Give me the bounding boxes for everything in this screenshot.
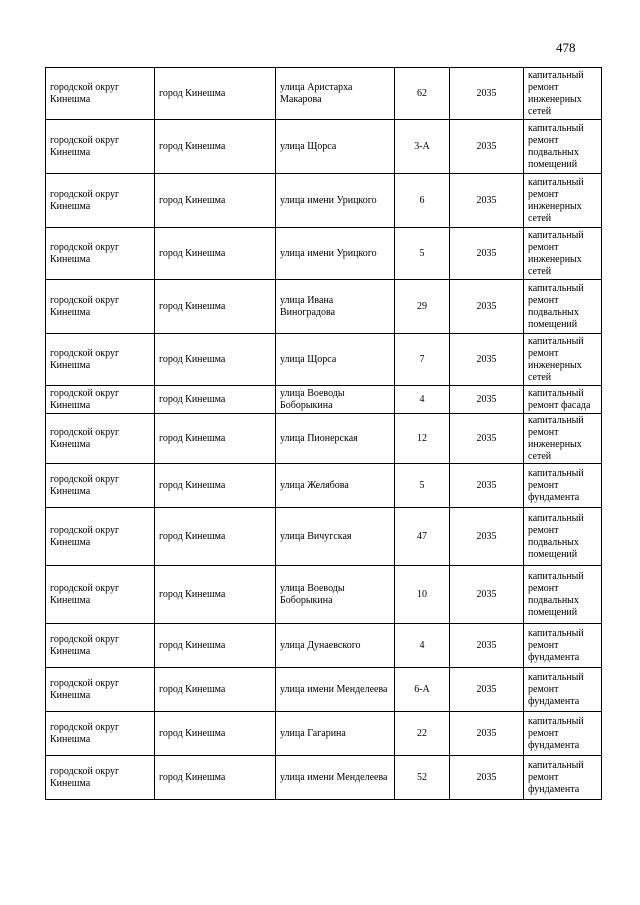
work-type-cell: капитальный ремонт подвальных помещений xyxy=(524,280,602,334)
settlement-cell: город Кинешма xyxy=(155,566,276,624)
table-row xyxy=(46,624,602,668)
work-type-cell: капитальный ремонт фундамента xyxy=(524,668,602,712)
municipality-cell: городской округ Кинешма xyxy=(46,414,155,464)
work-type-cell: капитальный ремонт инженерных сетей xyxy=(524,414,602,464)
page-number: 478 xyxy=(556,40,576,55)
work-type-cell: капитальный ремонт подвальных помещений xyxy=(524,566,602,624)
work-type-cell: капитальный ремонт инженерных сетей xyxy=(524,334,602,386)
house-number-cell: 52 xyxy=(395,756,450,800)
settlement-cell: город Кинешма xyxy=(155,228,276,280)
street-cell: улица Ивана Виноградова xyxy=(276,280,395,334)
year-cell: 2035 xyxy=(450,228,524,280)
municipality-cell: городской округ Кинешма xyxy=(46,756,155,800)
municipality-cell: городской округ Кинешма xyxy=(46,68,155,120)
settlement-cell: город Кинешма xyxy=(155,756,276,800)
street-cell: улица Щорса xyxy=(276,334,395,386)
settlement-cell: город Кинешма xyxy=(155,624,276,668)
municipality-cell: городской округ Кинешма xyxy=(46,334,155,386)
work-type-cell: капитальный ремонт фундамента xyxy=(524,756,602,800)
table-row xyxy=(46,668,602,712)
street-cell: улица Воеводы Боборыкина xyxy=(276,386,395,414)
table-row xyxy=(46,228,602,280)
house-number-cell: 12 xyxy=(395,414,450,464)
municipality-cell: городской округ Кинешма xyxy=(46,712,155,756)
municipality-cell: городской округ Кинешма xyxy=(46,624,155,668)
municipality-cell: городской округ Кинешма xyxy=(46,464,155,508)
house-number-cell: 6-А xyxy=(395,668,450,712)
street-cell: улица имени Менделеева xyxy=(276,668,395,712)
table-body xyxy=(46,68,602,800)
municipality-cell: городской округ Кинешма xyxy=(46,228,155,280)
house-number-cell: 4 xyxy=(395,386,450,414)
table-row xyxy=(46,414,602,464)
table-row xyxy=(46,68,602,120)
table-row xyxy=(46,566,602,624)
house-number-cell: 5 xyxy=(395,228,450,280)
work-type-cell: капитальный ремонт подвальных помещений xyxy=(524,508,602,566)
settlement-cell: город Кинешма xyxy=(155,68,276,120)
table-row xyxy=(46,712,602,756)
settlement-cell: город Кинешма xyxy=(155,386,276,414)
settlement-cell: город Кинешма xyxy=(155,280,276,334)
street-cell: улица Воеводы Боборыкина xyxy=(276,566,395,624)
municipality-cell: городской округ Кинешма xyxy=(46,120,155,174)
street-cell: улица Вичугская xyxy=(276,508,395,566)
table-row xyxy=(46,174,602,228)
year-cell: 2035 xyxy=(450,668,524,712)
year-cell: 2035 xyxy=(450,624,524,668)
year-cell: 2035 xyxy=(450,174,524,228)
municipality-cell: городской округ Кинешма xyxy=(46,566,155,624)
table-row xyxy=(46,280,602,334)
table-row xyxy=(46,464,602,508)
table-row xyxy=(46,756,602,800)
settlement-cell: город Кинешма xyxy=(155,508,276,566)
municipality-cell: городской округ Кинешма xyxy=(46,668,155,712)
year-cell: 2035 xyxy=(450,386,524,414)
table-row xyxy=(46,386,602,414)
street-cell: улица Аристарха Макарова xyxy=(276,68,395,120)
house-number-cell: 22 xyxy=(395,712,450,756)
house-number-cell: 4 xyxy=(395,624,450,668)
work-type-cell: капитальный ремонт фасада xyxy=(524,386,602,414)
municipality-cell: городской округ Кинешма xyxy=(46,174,155,228)
work-type-cell: капитальный ремонт инженерных сетей xyxy=(524,68,602,120)
street-cell: улица Гагарина xyxy=(276,712,395,756)
settlement-cell: город Кинешма xyxy=(155,120,276,174)
settlement-cell: город Кинешма xyxy=(155,668,276,712)
municipality-cell: городской округ Кинешма xyxy=(46,508,155,566)
table-row xyxy=(46,120,602,174)
settlement-cell: город Кинешма xyxy=(155,464,276,508)
year-cell: 2035 xyxy=(450,712,524,756)
table-row xyxy=(46,334,602,386)
house-number-cell: 6 xyxy=(395,174,450,228)
municipality-cell: городской округ Кинешма xyxy=(46,280,155,334)
house-number-cell: 3-А xyxy=(395,120,450,174)
year-cell: 2035 xyxy=(450,508,524,566)
work-type-cell: капитальный ремонт подвальных помещений xyxy=(524,120,602,174)
work-type-cell: капитальный ремонт фундамента xyxy=(524,712,602,756)
work-type-cell: капитальный ремонт инженерных сетей xyxy=(524,174,602,228)
municipality-cell: городской округ Кинешма xyxy=(46,386,155,414)
house-number-cell: 62 xyxy=(395,68,450,120)
settlement-cell: город Кинешма xyxy=(155,174,276,228)
year-cell: 2035 xyxy=(450,566,524,624)
work-type-cell: капитальный ремонт фундамента xyxy=(524,624,602,668)
year-cell: 2035 xyxy=(450,756,524,800)
street-cell: улица Желябова xyxy=(276,464,395,508)
street-cell: улица Пионерская xyxy=(276,414,395,464)
house-number-cell: 7 xyxy=(395,334,450,386)
work-type-cell: капитальный ремонт инженерных сетей xyxy=(524,228,602,280)
street-cell: улица имени Урицкого xyxy=(276,228,395,280)
street-cell: улица имени Урицкого xyxy=(276,174,395,228)
house-number-cell: 10 xyxy=(395,566,450,624)
year-cell: 2035 xyxy=(450,334,524,386)
settlement-cell: город Кинешма xyxy=(155,712,276,756)
year-cell: 2035 xyxy=(450,464,524,508)
work-type-cell: капитальный ремонт фундамента xyxy=(524,464,602,508)
housing-repair-table xyxy=(45,67,602,800)
house-number-cell: 47 xyxy=(395,508,450,566)
settlement-cell: город Кинешма xyxy=(155,414,276,464)
settlement-cell: город Кинешма xyxy=(155,334,276,386)
year-cell: 2035 xyxy=(450,68,524,120)
year-cell: 2035 xyxy=(450,280,524,334)
year-cell: 2035 xyxy=(450,120,524,174)
table-row xyxy=(46,508,602,566)
house-number-cell: 5 xyxy=(395,464,450,508)
house-number-cell: 29 xyxy=(395,280,450,334)
street-cell: улица Дунаевского xyxy=(276,624,395,668)
street-cell: улица Щорса xyxy=(276,120,395,174)
year-cell: 2035 xyxy=(450,414,524,464)
street-cell: улица имени Менделеева xyxy=(276,756,395,800)
